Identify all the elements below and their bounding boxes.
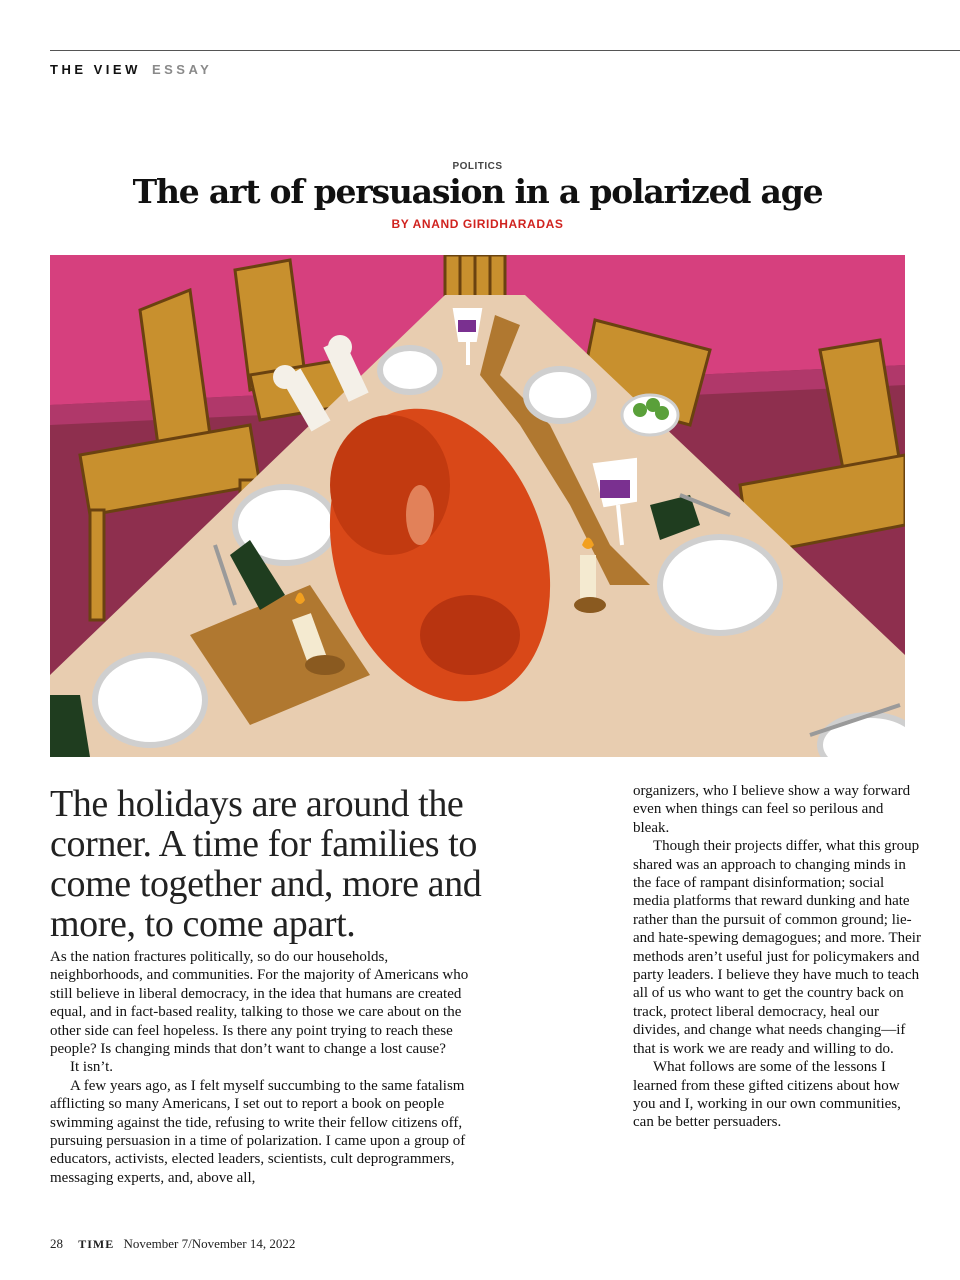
paragraph: organizers, who I believe show a way forward even when things can feel so perilous and bleak.: [633, 783, 911, 836]
article-title: The art of persuasion in a polarized age: [132, 172, 823, 211]
paragraph: As the nation fractures politically, so do our households, neighborhoods, and communities. For the majority of Americans who still believe in liberal democracy, in the idea that humans are created equal, and in fact-based reality, talking to those we care about on the other side can feel hopeless. Is there any point trying to reach these people? Is changing minds that don’t want to change a lost cause?: [50, 949, 469, 1058]
article-dek: The holidays are around the corner. A time for families to come together and, more and more, to come apart.: [50, 783, 482, 945]
top-rule: [50, 50, 960, 51]
page-number: 28: [50, 1236, 63, 1251]
body-column-1: [50, 948, 470, 1187]
section-label: [50, 62, 212, 77]
body-column-2: [633, 782, 923, 1132]
section-secondary: ESSAY: [151, 62, 213, 77]
pea-bowl: [622, 395, 678, 435]
issue-date: November 7/November 14, 2022: [123, 1236, 296, 1251]
paragraph: A few years ago, as I felt myself succumbing to the same fatalism afflicting so many Americans, I set out to report a book on people swimming against the tide, refusing to write their fellow citizens off, pursuing persuasion in a time of polarization. I came upon a group of educators, activists, elected leaders, scientists, cult deprogrammers, messaging experts, and, above all,: [50, 1077, 466, 1186]
magazine-name: TIME: [78, 1237, 115, 1251]
illustration-thanksgiving-table: [50, 255, 905, 757]
page-footer: [50, 1236, 295, 1252]
article-kicker: POLITICS: [452, 161, 503, 172]
paragraph: Though their projects differ, what this group shared was an approach to changing minds in the face of rampant disinformation; social media platforms that reward dunking and hate rather than the pursuit of common ground; lie- and hate-spewing demagogues; and more. Their methods aren’t useful just for policymakers and party leaders. I believe they have much to teach all of us who want to get the country back on track, protect liberal democracy, heal our divides, and change what needs changing—if that is work we are ready and willing to do.: [633, 838, 921, 1057]
section-primary: THE VIEW: [50, 62, 141, 77]
paragraph: It isn’t.: [70, 1059, 114, 1076]
paragraph: What follows are some of the lessons I learned from these gifted citizens about how you and I, working in our own communities, can be better persuaders.: [633, 1059, 901, 1131]
article-byline: BY ANAND GIRIDHARADAS: [391, 217, 564, 231]
